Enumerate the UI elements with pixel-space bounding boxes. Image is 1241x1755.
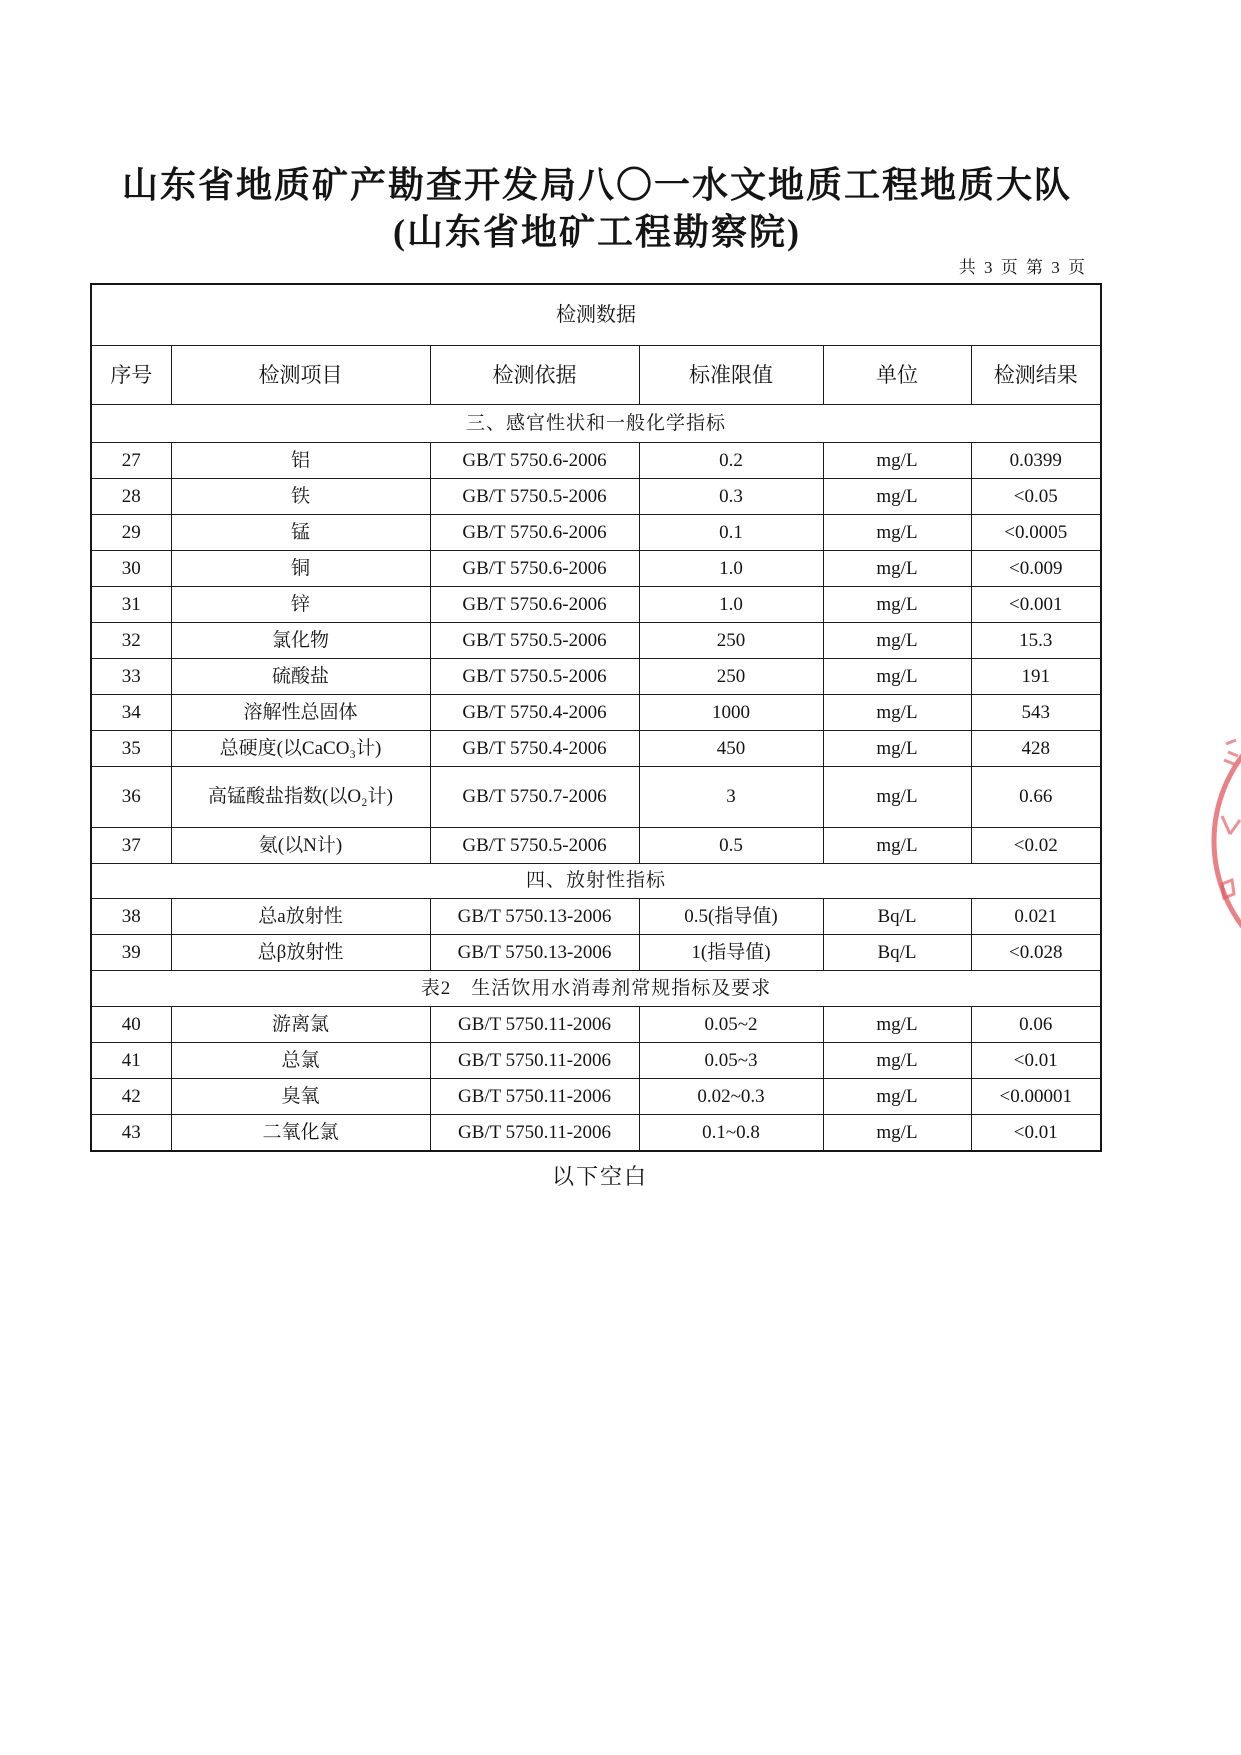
standard-limit-cell: 0.05~3 xyxy=(639,1043,823,1079)
result-cell: 0.021 xyxy=(971,899,1101,935)
table-caption-row xyxy=(91,284,1101,346)
row-number-cell: 40 xyxy=(91,1007,171,1043)
standard-limit-cell: 0.1~0.8 xyxy=(639,1115,823,1152)
table-row xyxy=(91,587,1101,623)
test-method-cell: GB/T 5750.5-2006 xyxy=(430,828,639,864)
result-cell: 191 xyxy=(971,659,1101,695)
row-number-cell: 41 xyxy=(91,1043,171,1079)
unit-cell: mg/L xyxy=(823,443,971,479)
test-item-cell: 锰 xyxy=(171,515,430,551)
table-row xyxy=(91,623,1101,659)
table-caption: 检测数据 xyxy=(91,284,1101,346)
table-row xyxy=(91,767,1101,828)
result-cell: <0.0005 xyxy=(971,515,1101,551)
row-number-cell: 27 xyxy=(91,443,171,479)
section-heading-row xyxy=(91,864,1101,899)
unit-cell: mg/L xyxy=(823,623,971,659)
table-row xyxy=(91,1007,1101,1043)
result-cell: <0.009 xyxy=(971,551,1101,587)
test-item-cell: 总a放射性 xyxy=(171,899,430,935)
table-row xyxy=(91,935,1101,971)
table-row xyxy=(91,731,1101,767)
result-cell: 428 xyxy=(971,731,1101,767)
table-row xyxy=(91,695,1101,731)
row-number-cell: 31 xyxy=(91,587,171,623)
test-item-cell: 锌 xyxy=(171,587,430,623)
unit-cell: mg/L xyxy=(823,659,971,695)
result-cell: <0.01 xyxy=(971,1115,1101,1152)
test-method-cell: GB/T 5750.5-2006 xyxy=(430,659,639,695)
test-method-cell: GB/T 5750.4-2006 xyxy=(430,695,639,731)
test-item-cell: 臭氧 xyxy=(171,1079,430,1115)
standard-limit-cell: 3 xyxy=(639,767,823,828)
unit-cell: mg/L xyxy=(823,1043,971,1079)
result-cell: <0.01 xyxy=(971,1043,1101,1079)
standard-limit-cell: 250 xyxy=(639,659,823,695)
row-number-cell: 38 xyxy=(91,899,171,935)
table-row xyxy=(91,828,1101,864)
table-row xyxy=(91,515,1101,551)
table-row xyxy=(91,1043,1101,1079)
table-row xyxy=(91,551,1101,587)
test-method-cell: GB/T 5750.13-2006 xyxy=(430,935,639,971)
test-method-cell: GB/T 5750.13-2006 xyxy=(430,899,639,935)
test-item-cell: 总硬度(以CaCO₃计) xyxy=(171,731,430,767)
unit-cell: mg/L xyxy=(823,695,971,731)
result-cell: 543 xyxy=(971,695,1101,731)
test-method-cell: GB/T 5750.7-2006 xyxy=(430,767,639,828)
table-row xyxy=(91,899,1101,935)
unit-cell: mg/L xyxy=(823,1115,971,1152)
result-cell: <0.00001 xyxy=(971,1079,1101,1115)
standard-limit-cell: 0.1 xyxy=(639,515,823,551)
row-number-cell: 36 xyxy=(91,767,171,828)
row-number-cell: 32 xyxy=(91,623,171,659)
standard-limit-cell: 1000 xyxy=(639,695,823,731)
test-method-cell: GB/T 5750.6-2006 xyxy=(430,515,639,551)
table-row xyxy=(91,443,1101,479)
standard-limit-cell: 0.5 xyxy=(639,828,823,864)
table-row xyxy=(91,479,1101,515)
table-row xyxy=(91,1115,1101,1152)
test-item-cell: 铝 xyxy=(171,443,430,479)
test-data-table xyxy=(90,283,1102,1152)
test-item-cell: 二氧化氯 xyxy=(171,1115,430,1152)
test-method-cell: GB/T 5750.11-2006 xyxy=(430,1079,639,1115)
unit-cell: Bq/L xyxy=(823,935,971,971)
unit-cell: mg/L xyxy=(823,479,971,515)
row-number-cell: 28 xyxy=(91,479,171,515)
test-method-cell: GB/T 5750.6-2006 xyxy=(430,587,639,623)
unit-cell: mg/L xyxy=(823,767,971,828)
standard-limit-cell: 0.2 xyxy=(639,443,823,479)
unit-cell: mg/L xyxy=(823,828,971,864)
test-method-cell: GB/T 5750.6-2006 xyxy=(430,551,639,587)
standard-limit-cell: 1.0 xyxy=(639,551,823,587)
unit-cell: Bq/L xyxy=(823,899,971,935)
result-cell: 0.66 xyxy=(971,767,1101,828)
row-number-cell: 30 xyxy=(91,551,171,587)
row-number-cell: 39 xyxy=(91,935,171,971)
test-item-cell: 铁 xyxy=(171,479,430,515)
test-item-cell: 高锰酸盐指数(以O₂计) xyxy=(171,767,430,828)
table-header-row xyxy=(91,346,1101,405)
test-item-cell: 氯化物 xyxy=(171,623,430,659)
column-header-result: 检测结果 xyxy=(971,346,1101,405)
test-item-cell: 游离氯 xyxy=(171,1007,430,1043)
unit-cell: mg/L xyxy=(823,1079,971,1115)
unit-cell: mg/L xyxy=(823,587,971,623)
test-item-cell: 硫酸盐 xyxy=(171,659,430,695)
section-heading-row xyxy=(91,971,1101,1007)
standard-limit-cell: 0.5(指导值) xyxy=(639,899,823,935)
row-number-cell: 35 xyxy=(91,731,171,767)
test-method-cell: GB/T 5750.4-2006 xyxy=(430,731,639,767)
standard-limit-cell: 1(指导值) xyxy=(639,935,823,971)
column-header-number: 序号 xyxy=(91,346,171,405)
column-header-item: 检测项目 xyxy=(171,346,430,405)
result-cell: <0.001 xyxy=(971,587,1101,623)
test-method-cell: GB/T 5750.6-2006 xyxy=(430,443,639,479)
section-heading: 表2 生活饮用水消毒剂常规指标及要求 xyxy=(91,971,1101,1007)
result-cell: 15.3 xyxy=(971,623,1101,659)
result-cell: <0.02 xyxy=(971,828,1101,864)
report-title: 山东省地质矿产勘查开发局八〇一水文地质工程地质大队 xyxy=(121,165,1072,205)
standard-limit-cell: 0.05~2 xyxy=(639,1007,823,1043)
test-method-cell: GB/T 5750.5-2006 xyxy=(430,623,639,659)
page-number-info: 共 3 页 第 3 页 xyxy=(958,258,1087,277)
row-number-cell: 33 xyxy=(91,659,171,695)
column-header-unit: 单位 xyxy=(823,346,971,405)
test-method-cell: GB/T 5750.11-2006 xyxy=(430,1007,639,1043)
row-number-cell: 34 xyxy=(91,695,171,731)
row-number-cell: 42 xyxy=(91,1079,171,1115)
standard-limit-cell: 0.02~0.3 xyxy=(639,1079,823,1115)
test-item-cell: 氨(以N计) xyxy=(171,828,430,864)
test-item-cell: 总氯 xyxy=(171,1043,430,1079)
column-header-method: 检测依据 xyxy=(430,346,639,405)
unit-cell: mg/L xyxy=(823,515,971,551)
test-item-cell: 溶解性总固体 xyxy=(171,695,430,731)
standard-limit-cell: 450 xyxy=(639,731,823,767)
report-subtitle: (山东省地矿工程勘察院) xyxy=(393,212,801,252)
table-row xyxy=(91,1079,1101,1115)
result-cell: <0.05 xyxy=(971,479,1101,515)
test-item-cell: 铜 xyxy=(171,551,430,587)
section-heading-row xyxy=(91,405,1101,443)
standard-limit-cell: 1.0 xyxy=(639,587,823,623)
standard-limit-cell: 0.3 xyxy=(639,479,823,515)
row-number-cell: 29 xyxy=(91,515,171,551)
row-number-cell: 43 xyxy=(91,1115,171,1152)
column-header-limit: 标准限值 xyxy=(639,346,823,405)
result-cell: <0.028 xyxy=(971,935,1101,971)
section-heading: 四、放射性指标 xyxy=(91,864,1101,899)
unit-cell: mg/L xyxy=(823,551,971,587)
test-item-cell: 总β放射性 xyxy=(171,935,430,971)
blank-below-note: 以下空白 xyxy=(551,1164,648,1189)
unit-cell: mg/L xyxy=(823,1007,971,1043)
section-heading: 三、感官性状和一般化学指标 xyxy=(91,405,1101,443)
unit-cell: mg/L xyxy=(823,731,971,767)
table-row xyxy=(91,659,1101,695)
standard-limit-cell: 250 xyxy=(639,623,823,659)
test-method-cell: GB/T 5750.11-2006 xyxy=(430,1043,639,1079)
result-cell: 0.0399 xyxy=(971,443,1101,479)
seal-stamp-fragment xyxy=(1196,716,1241,966)
result-cell: 0.06 xyxy=(971,1007,1101,1043)
row-number-cell: 37 xyxy=(91,828,171,864)
test-method-cell: GB/T 5750.11-2006 xyxy=(430,1115,639,1152)
test-method-cell: GB/T 5750.5-2006 xyxy=(430,479,639,515)
